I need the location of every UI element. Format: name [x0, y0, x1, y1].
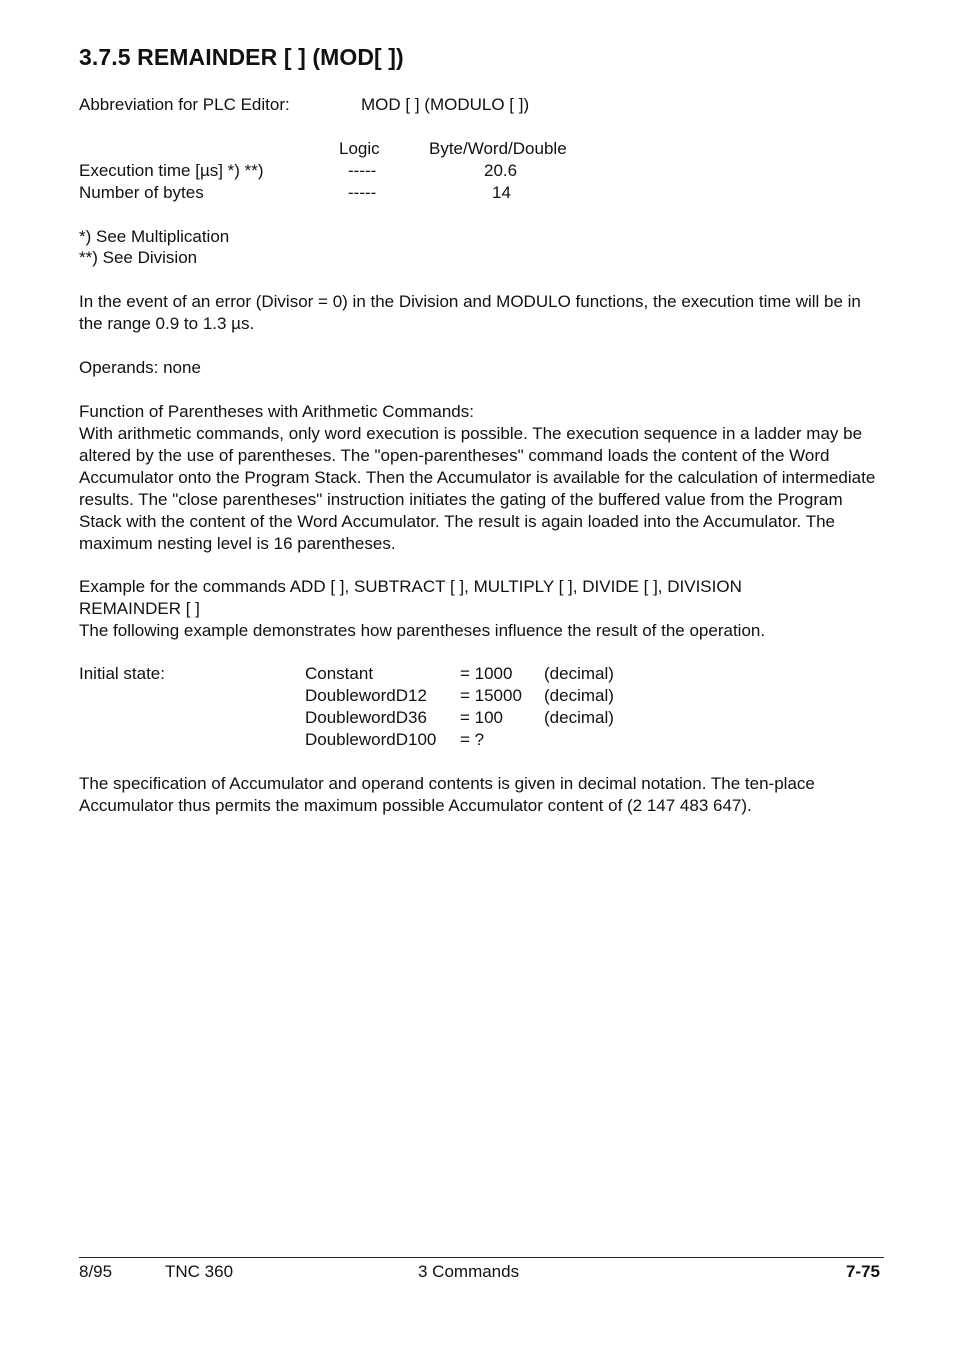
row-label-execution-time: Execution time [µs] *) **) — [79, 161, 264, 180]
state-name: Constant — [305, 664, 374, 683]
spec-line-2: Accumulator thus permits the maximum possible Accumulator content of (2 147 483 647). — [79, 796, 752, 815]
state-note: (decimal) — [544, 664, 614, 683]
initial-state-label: Initial state: — [79, 664, 165, 683]
state-value: = ? — [460, 730, 485, 749]
abbrev-label: Abbreviation for PLC Editor: — [79, 95, 290, 114]
abbrev-value: MOD [ ] (MODULO [ ]) — [361, 95, 530, 114]
note-multiplication: *) See Multiplication — [79, 227, 230, 246]
document-page — [79, 0, 884, 1346]
state-value: = 100 — [460, 708, 504, 727]
error-paragraph: In the event of an error (Divisor = 0) in the Division and MODULO functions, the execution time will be in the range 0.9 to 1.3 µs. — [79, 292, 861, 333]
cell-bwd-execution-time: 20.6 — [484, 161, 518, 180]
example-line-3: The following example demonstrates how parentheses influence the result of the operation. — [79, 621, 766, 640]
parentheses-title: Function of Parentheses with Arithmetic Commands: — [79, 402, 474, 421]
example-line-1: Example for the commands ADD [ ], SUBTRACT [ ], MULTIPLY [ ], DIVIDE [ ], DIVISION — [79, 577, 742, 596]
cell-logic-execution-time: ----- — [348, 161, 377, 180]
row-label-bytes: Number of bytes — [79, 183, 204, 202]
footer-date: 8/95 — [79, 1262, 113, 1281]
footer-divider — [79, 1257, 884, 1258]
state-note: (decimal) — [544, 686, 614, 705]
state-name: DoublewordD36 — [305, 708, 427, 727]
col-header-logic: Logic — [339, 139, 380, 158]
state-value: = 1000 — [460, 664, 513, 683]
example-line-2: REMAINDER [ ] — [79, 599, 200, 618]
spec-line-1: The specification of Accumulator and operand contents is given in decimal notation. The ten-place — [79, 774, 815, 793]
footer-product: TNC 360 — [165, 1262, 234, 1281]
operands-line: Operands: none — [79, 358, 201, 377]
note-division: **) See Division — [79, 248, 198, 267]
section-heading: 3.7.5 REMAINDER [ ] (MOD[ ]) — [79, 44, 404, 70]
cell-logic-bytes: ----- — [348, 183, 377, 202]
state-value: = 15000 — [460, 686, 522, 705]
parentheses-paragraph: With arithmetic commands, only word execution is possible. The execution sequence in a ladder may be altered by the use of parentheses. The "open-parentheses" command loads the content of the Word Accumulator onto the Program Stack. Then the Accumulator is available for the calculation of intermediate results. The "close parentheses" instruction initiates the gating of the buffered value from the Program Stack with the content of the Word Accumulator. The result is again loaded into the Accumulator. The maximum nesting level is 16 parentheses. — [79, 424, 876, 553]
cell-bwd-bytes: 14 — [492, 183, 511, 202]
state-name: DoublewordD12 — [305, 686, 427, 705]
state-note: (decimal) — [544, 708, 614, 727]
footer-page-number: 7-75 — [845, 1262, 880, 1281]
footer-chapter: 3 Commands — [418, 1262, 520, 1281]
state-name: DoublewordD100 — [305, 730, 437, 749]
col-header-byte-word-double: Byte/Word/Double — [429, 139, 567, 158]
